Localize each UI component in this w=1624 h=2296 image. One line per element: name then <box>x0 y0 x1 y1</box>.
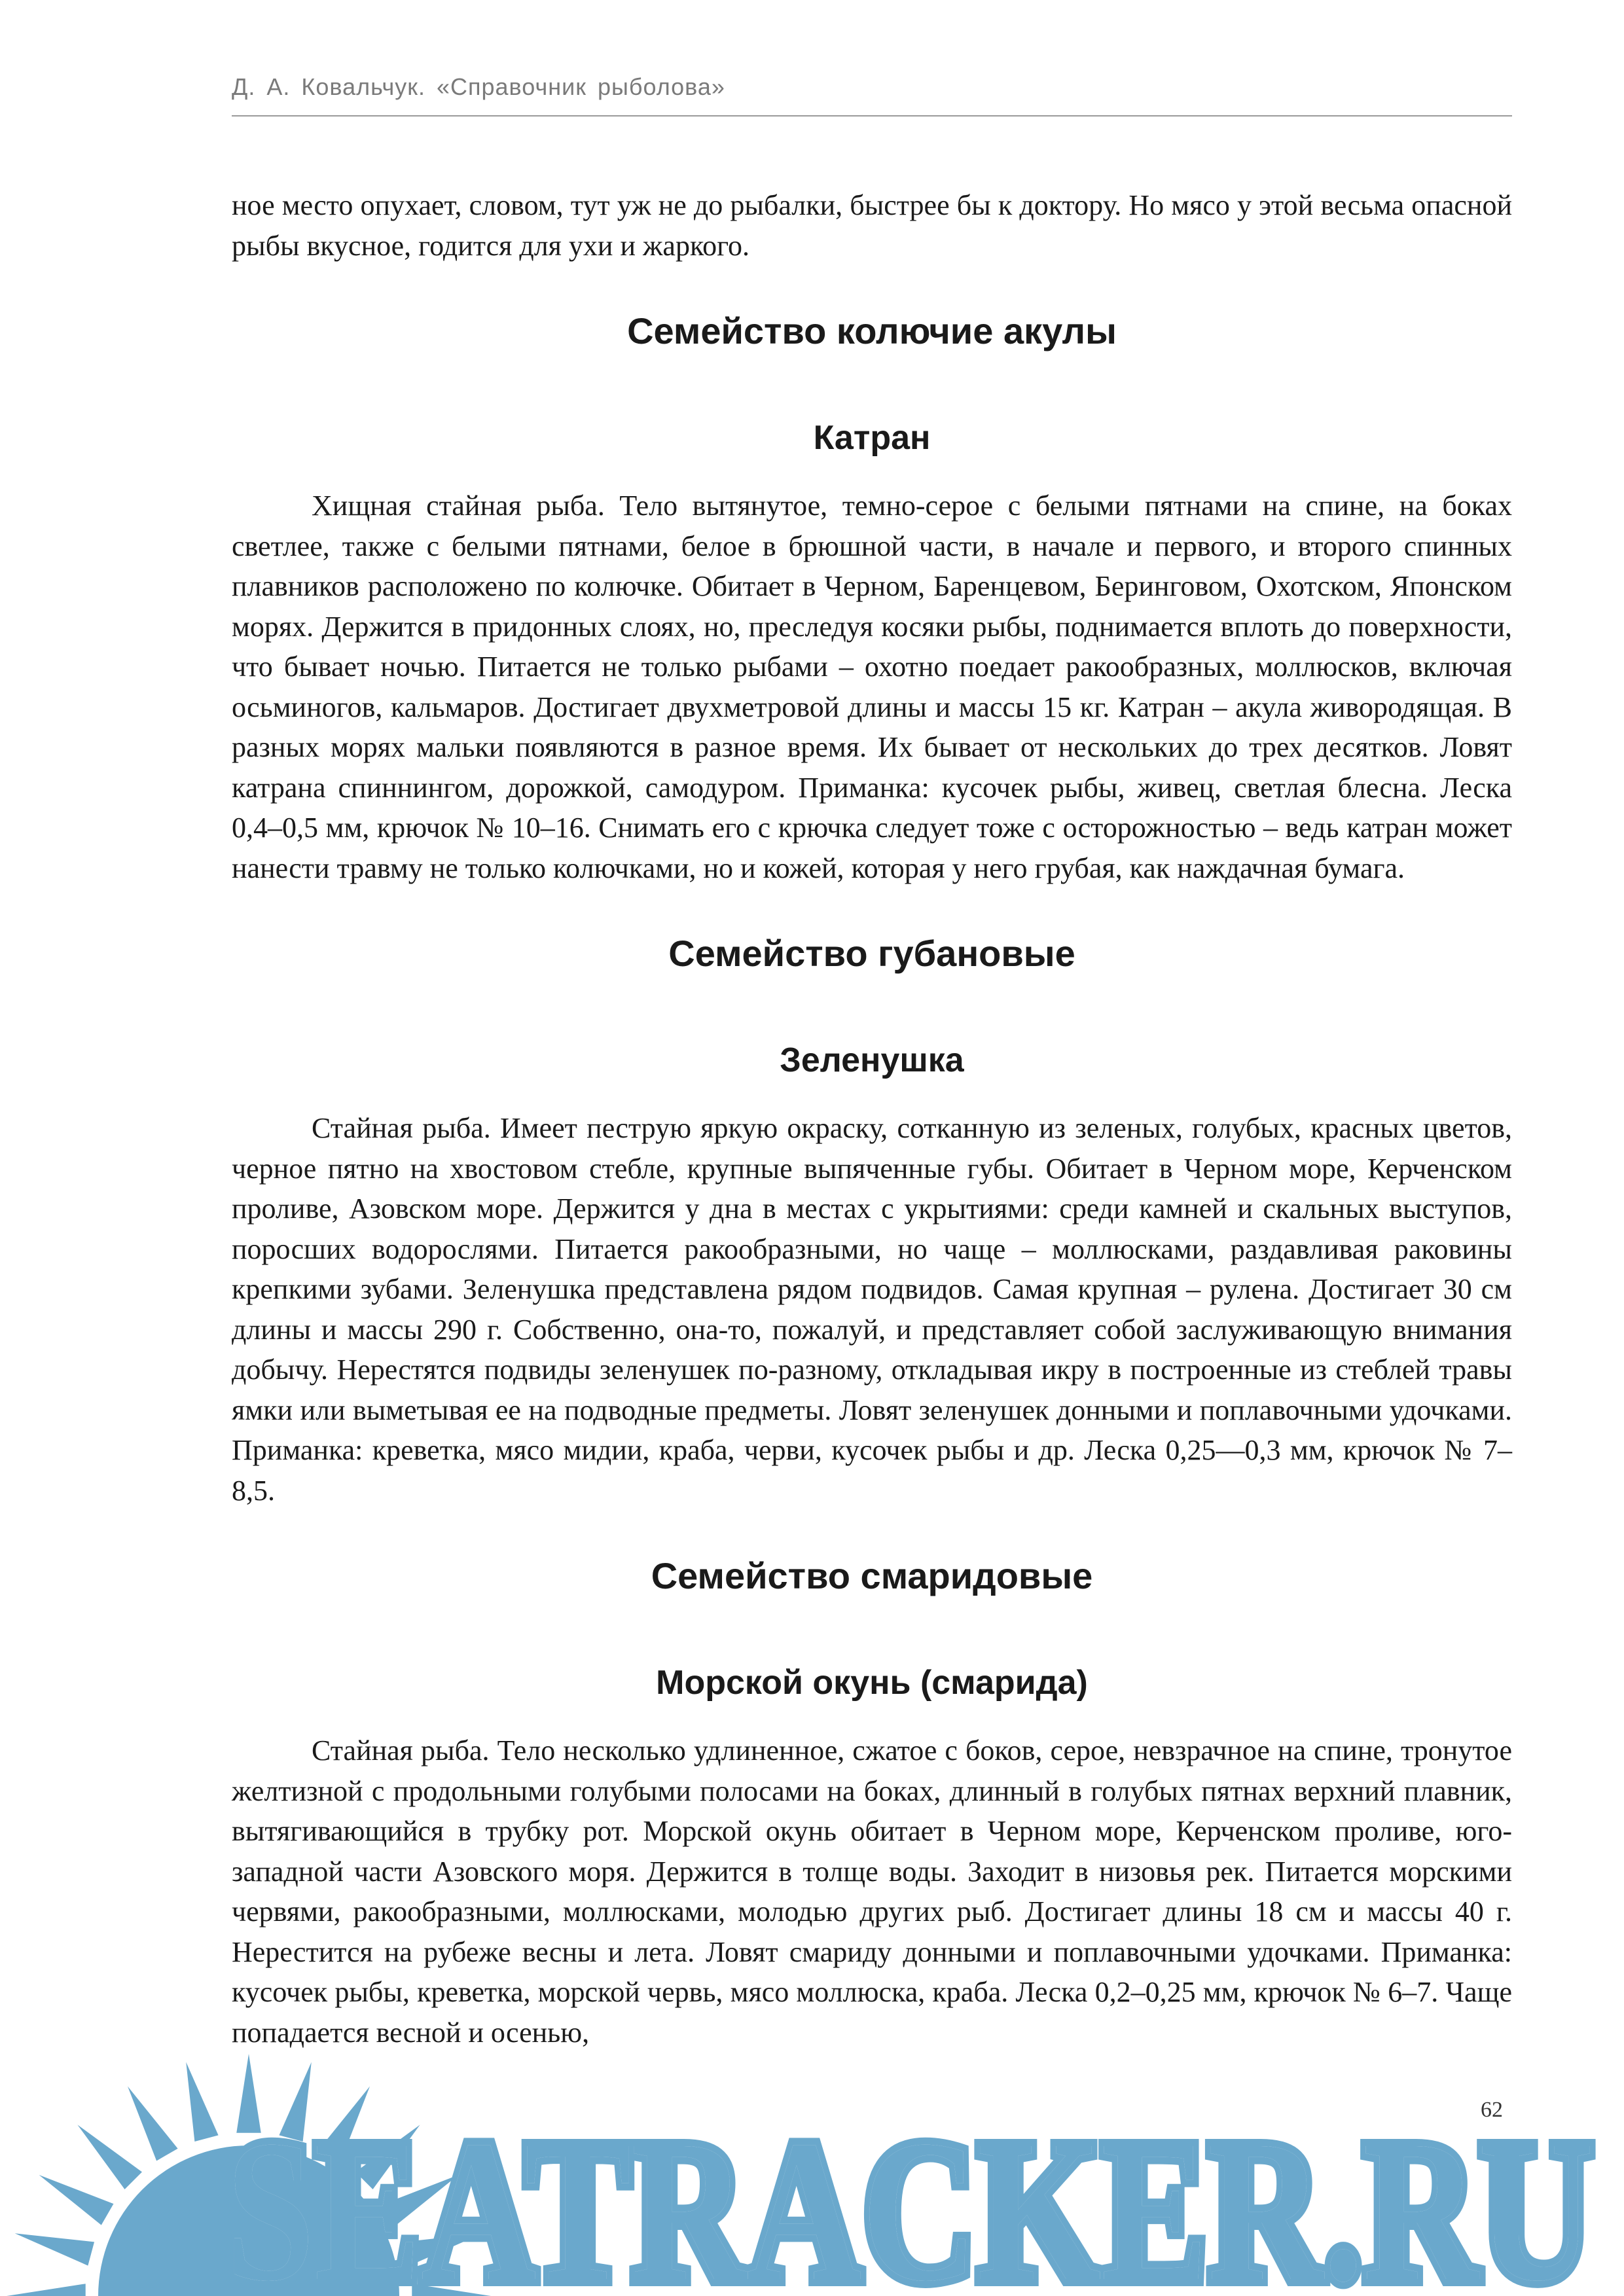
family-heading-picarels: Семейство смаридовые <box>651 1555 1093 1596</box>
species-paragraph-katran: Хищная стайная рыба. Тело вытянутое, темно-серое с белыми пятнами на спине, на боках светлее, также с белыми пятнами, белое в брюшной части, в начале и первого, и второго спинных плавников расположено по колючке. Обитает в Черном, Баренцевом, Беринговом, Охотском, Японском морях. Держится в придонных слоях, но, преследуя косяки рыбы, поднимается вплоть до поверхности, что бывает ночью. Питается не только рыбами – охотно поедает ракообразных, моллюсков, включая осьминогов, кальмаров. Достигает двухметровой длины и массы 15 кг. Катран – акула живородящая. В разных морях мальки появляются в разное время. Их бывает от нескольких до трех десятков. Ловят катрана спиннингом, дорожкой, самодуром. Приманка: кусочек рыбы, живец, светлая блесна. Леска 0,4–0,5 мм, крючок № 10–16. Снимать его с крючка следует тоже с осторожностью – ведь катран может нанести травму не только колючками, но и кожей, которая у него грубая, как наждачная бумага. <box>232 490 1512 884</box>
species-heading-smarida: Морской окунь (смарида) <box>656 1664 1088 1702</box>
sun-ray-icon <box>7 2284 86 2296</box>
spacer <box>232 266 1512 308</box>
family-heading-spiny-sharks: Семейство колючие акулы <box>627 310 1117 351</box>
page-content <box>232 185 1512 2053</box>
species-heading-katran: Катран <box>813 419 931 457</box>
sun-ray-icon <box>128 2087 178 2161</box>
spacer <box>232 1704 1512 1731</box>
family-heading-wrasses: Семейство губановые <box>668 933 1075 974</box>
sun-ray-icon <box>186 2062 218 2142</box>
spacer <box>232 888 1512 931</box>
sun-ray-icon <box>77 2125 142 2189</box>
species-paragraph-smarida: Стайная рыба. Тело несколько удлиненное, сжатое с боков, серое, невзрачное на спине, тронутое желтизной с продольными голубыми полосами на боках, длинный в голубых пятнах верхний плавник, вытягивающийся в трубку рот. Морской окунь обитает в Черном море, Керченском проливе, юго-западной части Азовского моря. Держится в толще воды. Заходит в низовья рек. Питается морскими червями, ракообразными, моллюсками, молодью других рыб. Достигает длины 18 см и массы 40 г. Нерестится на рубеже весны и лета. Ловят смариду донными и поплавочными удочками. Приманка: кусочек рыбы, креветка, морской червь, мясо моллюска, краба. Леска 0,2–0,25 мм, крючок № 6–7. Чаще попадается весной и осенью, <box>232 1734 1512 2049</box>
spacer <box>232 1082 1512 1108</box>
species-heading-zelenushka: Зеленушка <box>780 1041 964 1079</box>
sun-ray-icon <box>15 2233 94 2265</box>
watermark-text-fill: SEATRACKER.RU <box>226 2099 1594 2296</box>
spacer <box>232 977 1512 1039</box>
spacer <box>232 459 1512 486</box>
sun-ray-icon <box>39 2175 114 2225</box>
header-rule <box>232 115 1512 117</box>
running-header: Д. А. Ковальчук. «Справочник рыболова» <box>232 73 725 100</box>
intro-paragraph: ное место опухает, словом, тут уж не до рыбалки, быстрее бы к доктору. Но мясо у этой весьма опасной рыбы вкусное, годится для ухи и жаркого. <box>232 189 1512 262</box>
page-number: 62 <box>1481 2098 1503 2122</box>
seatracker-watermark <box>0 2049 1624 2296</box>
species-paragraph-zelenushka: Стайная рыба. Имеет пеструю яркую окраску, сотканную из зеленых, голубых, красных цветов, черное пятно на хвостовом стебле, крупные выпяченные губы. Обитает в Черном море, Керченском проливе, Азовском море. Держится у дна в местах с укрытиями: среди камней и скальных выступов, поросших водорослями. Питается ракообразными, но чаще – моллюсками, раздавливая раковины крепкими зубами. Зеленушка представлена рядом подвидов. Самая крупная – рулена. Достигает 30 см длины и массы 290 г. Собственно, она-то, пожалуй, и представляет собой заслуживающую внимания добычу. Нерестятся подвиды зеленушек по-разному, откладывая икру в построенные из стеблей травы ямки или выметывая ее на подводные предметы. Ловят зеленушек донными и поплавочными удочками. Приманка: креветка, мясо мидии, краба, черви, кусочек рыбы и др. Леска 0,25—0,3 мм, крючок № 7–8,5. <box>232 1112 1512 1507</box>
spacer <box>232 1599 1512 1661</box>
spacer <box>232 354 1512 416</box>
watermark-text: SEATRACKER.RU <box>226 2099 1594 2296</box>
spacer <box>232 1511 1512 1553</box>
